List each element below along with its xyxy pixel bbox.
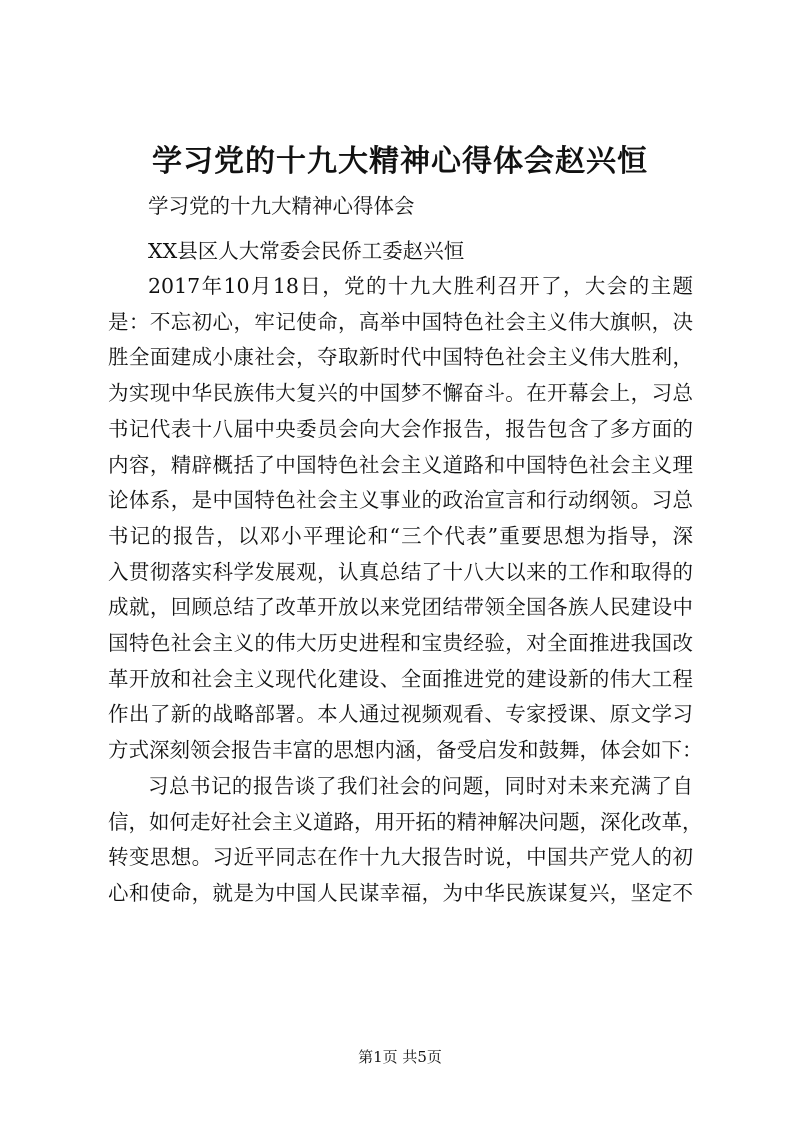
body-line: 成就，回顾总结了改革开放以来党团结带领全国各族人民建设中 bbox=[108, 595, 693, 620]
page-footer: 第1页 共5页 bbox=[358, 1048, 442, 1066]
body-line: 是：不忘初心，牢记使命，高举中国特色社会主义伟大旗帜，决 bbox=[108, 309, 693, 334]
body-line: 作出了新的战略部署。本人通过视频观看、专家授课、原文学习 bbox=[108, 702, 693, 727]
author-line: XX县区人大常委会民侨工委赵兴恒 bbox=[148, 239, 465, 263]
body-line: 心和使命，就是为中国人民谋幸福，为中华民族谋复兴，坚定不 bbox=[108, 880, 693, 905]
body-line: 国特色社会主义的伟大历史进程和宝贵经验，对全面推进我国改 bbox=[108, 631, 693, 655]
body-line: 内容，精辟概括了中国特色社会主义道路和中国特色社会主义理 bbox=[108, 452, 693, 477]
body-line: 方式深刻领会报告丰富的思想内涵，备受启发和鼓舞，体会如下： bbox=[108, 738, 703, 763]
body-line: 论体系，是中国特色社会主义事业的政治宣言和行动纲领。习总 bbox=[108, 488, 693, 513]
body-line: 书记的报告，以邓小平理论和“三个代表”重要思想为指导，深 bbox=[108, 523, 693, 548]
body-line: 入贯彻落实科学发展观，认真总结了十八大以来的工作和取得的 bbox=[108, 559, 693, 584]
body-line: 习总书记的报告谈了我们社会的问题，同时对未来充满了自 bbox=[148, 773, 693, 798]
subtitle: 学习党的十九大精神心得体会 bbox=[148, 194, 415, 218]
body-line: 转变思想。习近平同志在作十九大报告时说，中国共产党人的初 bbox=[108, 845, 693, 870]
body-line: 胜全面建成小康社会，夺取新时代中国特色社会主义伟大胜利， bbox=[108, 345, 693, 370]
body-line: 2017年10月18日，党的十九大胜利召开了，大会的主题 bbox=[148, 274, 693, 298]
body-line: 为实现中华民族伟大复兴的中国梦不懈奋斗。在开幕会上，习总 bbox=[108, 381, 693, 406]
body-line: 信，如何走好社会主义道路，用开拓的精神解决问题，深化改革， bbox=[108, 809, 703, 834]
document-title: 学习党的十九大精神心得体会赵兴恒 bbox=[152, 144, 648, 179]
body-line: 革开放和社会主义现代化建设、全面推进党的建设新的伟大工程 bbox=[108, 666, 693, 691]
body-line: 书记代表十八届中央委员会向大会作报告，报告包含了多方面的 bbox=[108, 416, 693, 441]
